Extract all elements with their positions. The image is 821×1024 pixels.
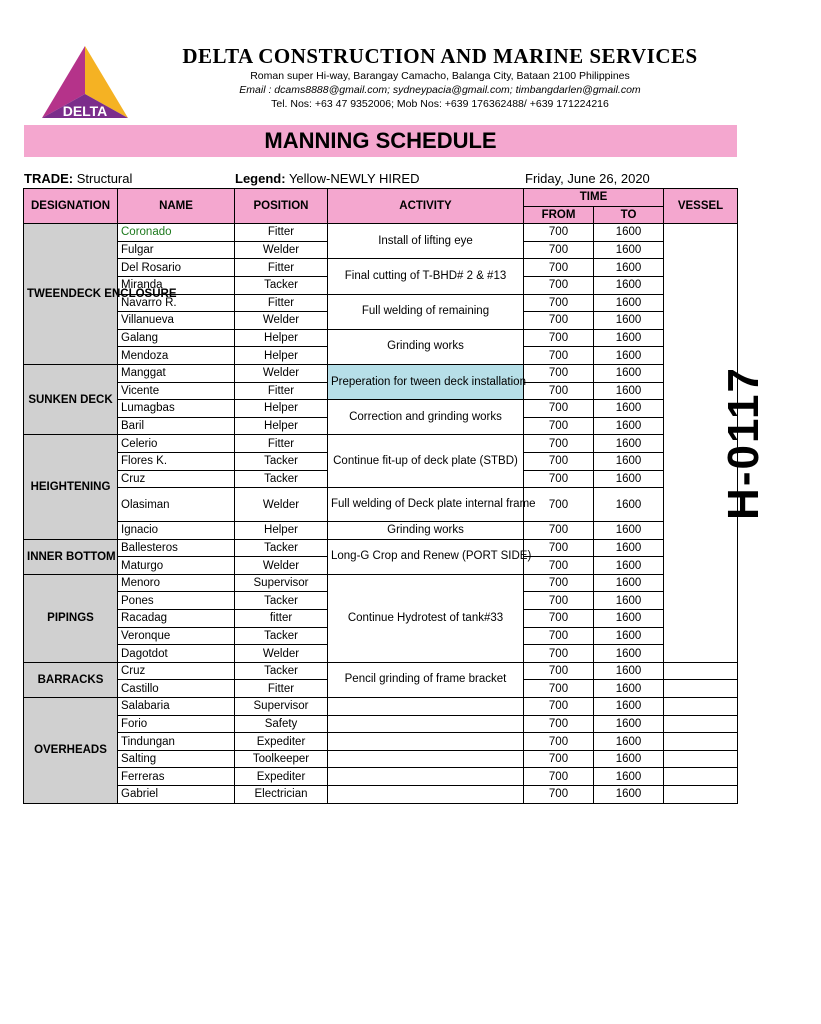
time-to-cell: 1600 — [594, 312, 664, 330]
company-header — [140, 44, 740, 111]
table-row — [24, 539, 738, 557]
col-name: NAME — [118, 189, 235, 224]
name-cell: Ferreras — [118, 768, 235, 786]
time-to-cell: 1600 — [594, 574, 664, 592]
name-cell: Menoro — [118, 574, 235, 592]
time-to-cell: 1600 — [594, 400, 664, 418]
name-cell: Celerio — [118, 435, 235, 453]
position-cell: Welder — [235, 488, 328, 522]
time-to-cell: 1600 — [594, 522, 664, 540]
name-cell: Miranda — [118, 276, 235, 294]
name-cell: Pones — [118, 592, 235, 610]
time-from-cell: 700 — [524, 715, 594, 733]
time-to-cell: 1600 — [594, 435, 664, 453]
name-cell: Lumagbas — [118, 400, 235, 418]
position-cell: Expediter — [235, 768, 328, 786]
position-cell: Fitter — [235, 680, 328, 698]
name-cell: Flores K. — [118, 452, 235, 470]
name-cell: Salting — [118, 750, 235, 768]
trade-value: Structural — [76, 171, 133, 186]
position-cell: Safety — [235, 715, 328, 733]
position-cell: Supervisor — [235, 698, 328, 716]
time-from-cell: 700 — [524, 662, 594, 680]
name-cell: Mendoza — [118, 347, 235, 365]
time-from-cell: 700 — [524, 276, 594, 294]
position-cell: Tacker — [235, 276, 328, 294]
time-to-cell: 1600 — [594, 750, 664, 768]
name-cell: Dagotdot — [118, 645, 235, 663]
time-to-cell: 1600 — [594, 715, 664, 733]
time-to-cell: 1600 — [594, 786, 664, 804]
time-from-cell: 700 — [524, 347, 594, 365]
time-from-cell: 700 — [524, 382, 594, 400]
time-from-cell: 700 — [524, 557, 594, 575]
time-from-cell: 700 — [524, 259, 594, 277]
table-body — [24, 224, 768, 803]
table-row — [24, 750, 738, 768]
position-cell: Tacker — [235, 539, 328, 557]
time-to-cell: 1600 — [594, 488, 664, 522]
name-cell: Gabriel — [118, 786, 235, 804]
name-cell: Cruz — [118, 470, 235, 488]
position-cell: Helper — [235, 329, 328, 347]
position-cell: Tacker — [235, 470, 328, 488]
time-from-cell: 700 — [524, 786, 594, 804]
time-to-cell: 1600 — [594, 470, 664, 488]
table-row — [24, 786, 738, 804]
position-cell: Tacker — [235, 592, 328, 610]
legend-value: Yellow-NEWLY HIRED — [288, 171, 420, 186]
table-row — [24, 435, 738, 453]
schedule-date: Friday, June 26, 2020 — [525, 171, 650, 186]
time-from-cell: 700 — [524, 733, 594, 751]
position-cell: Toolkeeper — [235, 750, 328, 768]
activity-cell — [328, 715, 524, 733]
time-to-cell: 1600 — [594, 768, 664, 786]
time-from-cell: 700 — [524, 294, 594, 312]
table-row — [24, 768, 738, 786]
time-from-cell: 700 — [524, 680, 594, 698]
time-from-cell: 700 — [524, 768, 594, 786]
col-designation: DESIGNATION — [24, 189, 118, 224]
time-to-cell: 1600 — [594, 382, 664, 400]
name-cell: Vicente — [118, 382, 235, 400]
designation-cell: PIPINGS — [24, 574, 118, 662]
table-row — [24, 488, 738, 522]
name-cell: Tindungan — [118, 733, 235, 751]
name-cell: Villanueva — [118, 312, 235, 330]
time-from-cell: 700 — [524, 435, 594, 453]
time-to-cell: 1600 — [594, 698, 664, 716]
name-cell: Galang — [118, 329, 235, 347]
legend-label: Legend: — [235, 171, 286, 186]
activity-cell: Continue Hydrotest of tank#33 — [328, 574, 524, 662]
position-cell: Fitter — [235, 382, 328, 400]
vessel-cell-empty — [664, 786, 738, 804]
position-cell: Welder — [235, 645, 328, 663]
company-name: DELTA CONSTRUCTION AND MARINE SERVICES — [182, 44, 698, 68]
vessel-label: H-0117 — [718, 366, 768, 520]
col-activity: ACTIVITY — [328, 189, 524, 224]
designation-cell: OVERHEADS — [24, 698, 118, 804]
vessel-cell-empty — [664, 662, 738, 680]
activity-cell — [328, 768, 524, 786]
vessel-cell-empty — [664, 750, 738, 768]
time-from-cell: 700 — [524, 452, 594, 470]
time-to-cell: 1600 — [594, 347, 664, 365]
time-from-cell: 700 — [524, 312, 594, 330]
time-to-cell: 1600 — [594, 241, 664, 259]
company-address: Roman super Hi-way, Barangay Camacho, Balanga City, Bataan 2100 Philippines — [250, 70, 630, 82]
table-row — [24, 294, 738, 312]
vessel-cell-empty — [664, 733, 738, 751]
activity-cell: Continue fit-up of deck plate (STBD) — [328, 435, 524, 488]
time-from-cell: 700 — [524, 364, 594, 382]
activity-cell: Full welding of Deck plate internal frame — [328, 488, 524, 522]
legend-info — [235, 171, 419, 186]
name-cell: Olasiman — [118, 488, 235, 522]
table-row — [24, 522, 738, 540]
vessel-cell-empty — [664, 715, 738, 733]
time-from-cell: 700 — [524, 610, 594, 628]
time-from-cell: 700 — [524, 224, 594, 242]
activity-cell: Grinding works — [328, 522, 524, 540]
designation-cell: BARRACKS — [24, 662, 118, 697]
name-cell: Baril — [118, 417, 235, 435]
name-cell: Fulgar — [118, 241, 235, 259]
name-cell: Cruz — [118, 662, 235, 680]
trade-info — [24, 171, 132, 186]
time-from-cell: 700 — [524, 698, 594, 716]
position-cell: Tacker — [235, 452, 328, 470]
table-row — [24, 259, 738, 277]
name-cell: Coronado — [118, 224, 235, 242]
table-row — [24, 329, 738, 347]
table-row — [24, 733, 738, 751]
time-to-cell: 1600 — [594, 733, 664, 751]
time-to-cell: 1600 — [594, 294, 664, 312]
time-to-cell: 1600 — [594, 224, 664, 242]
time-from-cell: 700 — [524, 627, 594, 645]
position-cell: Helper — [235, 400, 328, 418]
activity-cell: Install of lifting eye — [328, 224, 524, 259]
position-cell: Tacker — [235, 627, 328, 645]
activity-cell — [328, 750, 524, 768]
time-to-cell: 1600 — [594, 592, 664, 610]
position-cell: Helper — [235, 522, 328, 540]
position-cell: Fitter — [235, 294, 328, 312]
name-cell: Ballesteros — [118, 539, 235, 557]
table-row — [24, 715, 738, 733]
activity-cell — [328, 698, 524, 716]
position-cell: Welder — [235, 312, 328, 330]
page-title: MANNING SCHEDULE — [24, 125, 737, 157]
time-from-cell: 700 — [524, 750, 594, 768]
logo-text: DELTA — [62, 103, 108, 119]
name-cell: Manggat — [118, 364, 235, 382]
table-row — [24, 364, 738, 382]
name-cell: Navarro R. — [118, 294, 235, 312]
time-from-cell: 700 — [524, 329, 594, 347]
time-to-cell: 1600 — [594, 627, 664, 645]
position-cell: Supervisor — [235, 574, 328, 592]
time-to-cell: 1600 — [594, 645, 664, 663]
position-cell: Helper — [235, 417, 328, 435]
time-to-cell: 1600 — [594, 329, 664, 347]
activity-cell: Full welding of remaining — [328, 294, 524, 329]
vessel-cell — [664, 224, 768, 663]
position-cell: Fitter — [235, 435, 328, 453]
name-cell: Castillo — [118, 680, 235, 698]
position-cell: Fitter — [235, 224, 328, 242]
designation-cell: TWEENDECK ENCLOSURE — [24, 224, 118, 365]
time-from-cell: 700 — [524, 645, 594, 663]
time-to-cell: 1600 — [594, 276, 664, 294]
time-to-cell: 1600 — [594, 364, 664, 382]
time-to-cell: 1600 — [594, 680, 664, 698]
time-from-cell: 700 — [524, 400, 594, 418]
manning-table — [23, 188, 768, 804]
activity-cell — [328, 733, 524, 751]
time-from-cell: 700 — [524, 539, 594, 557]
activity-cell: Grinding works — [328, 329, 524, 364]
name-cell: Forio — [118, 715, 235, 733]
position-cell: Welder — [235, 364, 328, 382]
designation-cell: HEIGHTENING — [24, 435, 118, 539]
name-cell: Maturgo — [118, 557, 235, 575]
position-cell: Expediter — [235, 733, 328, 751]
time-from-cell: 700 — [524, 417, 594, 435]
activity-cell: Correction and grinding works — [328, 400, 524, 435]
col-to: TO — [594, 206, 664, 224]
company-phones: Tel. Nos: +63 47 9352006; Mob Nos: +639 176362488/ +639 171224216 — [271, 98, 609, 110]
vessel-cell-empty — [664, 680, 738, 698]
position-cell: Helper — [235, 347, 328, 365]
activity-cell: Preperation for tween deck installation — [328, 364, 524, 399]
table-row — [24, 698, 738, 716]
col-from: FROM — [524, 206, 594, 224]
col-position: POSITION — [235, 189, 328, 224]
table-row — [24, 224, 738, 242]
col-vessel: VESSEL — [664, 189, 738, 224]
designation-cell: SUNKEN DECK — [24, 364, 118, 434]
time-to-cell: 1600 — [594, 417, 664, 435]
position-cell: Welder — [235, 557, 328, 575]
name-cell: Veronque — [118, 627, 235, 645]
name-cell: Racadag — [118, 610, 235, 628]
time-to-cell: 1600 — [594, 452, 664, 470]
table-row — [24, 400, 738, 418]
time-to-cell: 1600 — [594, 259, 664, 277]
name-cell: Ignacio — [118, 522, 235, 540]
position-cell: fitter — [235, 610, 328, 628]
activity-cell: Pencil grinding of frame bracket — [328, 662, 524, 697]
time-to-cell: 1600 — [594, 539, 664, 557]
vessel-cell-empty — [664, 698, 738, 716]
designation-cell: INNER BOTTOM — [24, 539, 118, 574]
time-to-cell: 1600 — [594, 557, 664, 575]
time-from-cell: 700 — [524, 592, 594, 610]
table-row — [24, 662, 738, 680]
company-email: Email : dcams8888@gmail.com; sydneypacia@gmail.com; timbangdarlen@gmail.com — [239, 84, 641, 96]
time-from-cell: 700 — [524, 488, 594, 522]
position-cell: Tacker — [235, 662, 328, 680]
position-cell: Welder — [235, 241, 328, 259]
company-logo — [40, 44, 130, 120]
name-cell: Salabaria — [118, 698, 235, 716]
time-to-cell: 1600 — [594, 610, 664, 628]
time-from-cell: 700 — [524, 241, 594, 259]
name-cell: Del Rosario — [118, 259, 235, 277]
position-cell: Electrician — [235, 786, 328, 804]
time-from-cell: 700 — [524, 470, 594, 488]
table-row — [24, 574, 738, 592]
col-time: TIME — [524, 189, 664, 207]
time-from-cell: 700 — [524, 522, 594, 540]
activity-cell — [328, 786, 524, 804]
time-from-cell: 700 — [524, 574, 594, 592]
trade-label: TRADE: — [24, 171, 74, 186]
activity-cell: Long-G Crop and Renew (PORT SIDE) — [328, 539, 524, 574]
time-to-cell: 1600 — [594, 662, 664, 680]
position-cell: Fitter — [235, 259, 328, 277]
activity-cell: Final cutting of T-BHD# 2 & #13 — [328, 259, 524, 294]
vessel-cell-empty — [664, 768, 738, 786]
